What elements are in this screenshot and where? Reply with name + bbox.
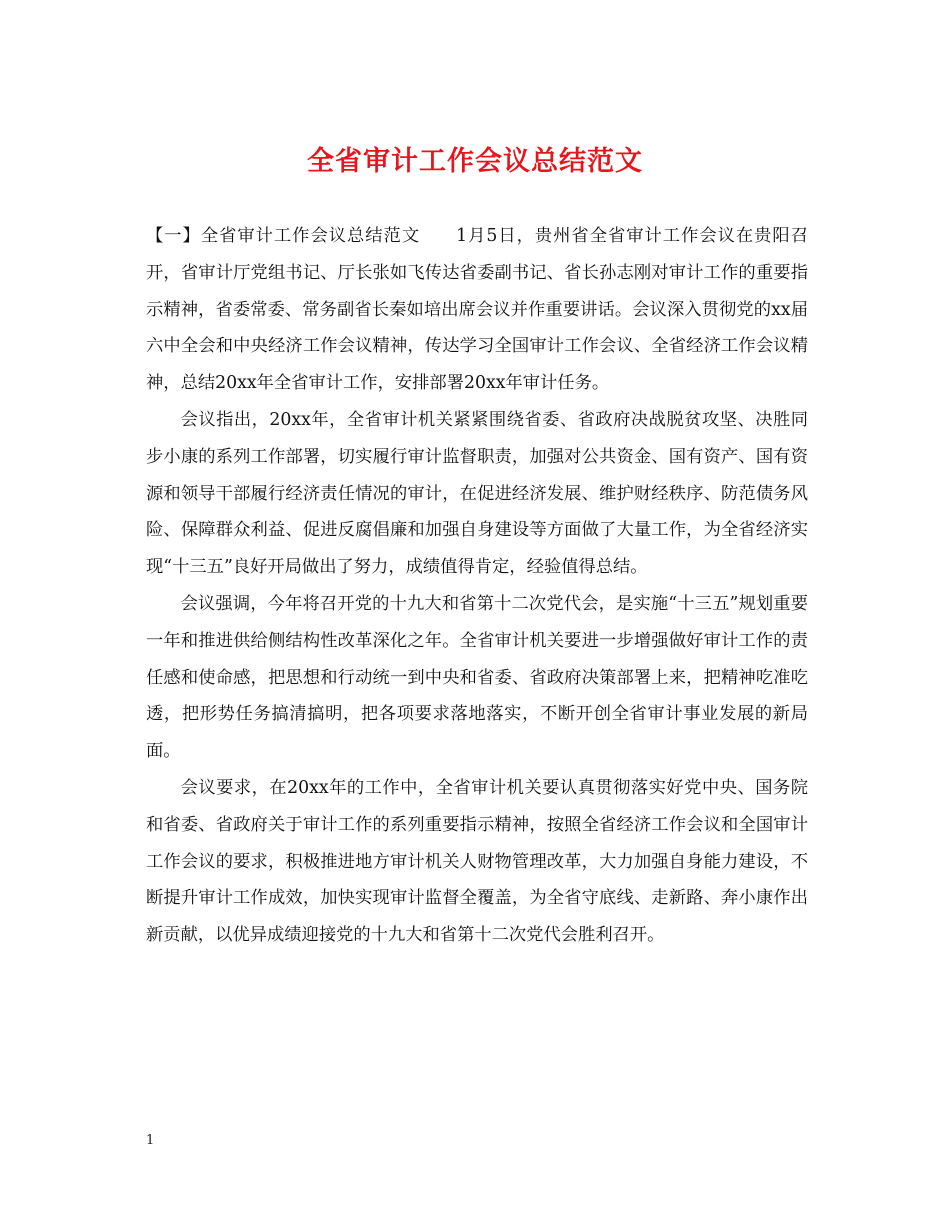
document-body: [146, 218, 808, 954]
document-title: 全省审计工作会议总结范文: [307, 146, 643, 177]
paragraph-1-text: 1月5日，贵州省全省审计工作会议在贵阳召开，省审计厅党组书记、厅长张如飞传达省委副书记、省长孙志刚对审计工作的重要指示精神，省委常委、常务副省长秦如培出席会议并作重要讲话。会议深入贯彻党的xx届六中全会和中央经济工作会议精神，传达学习全国审计工作会议、全省经济工作会议精神，总结20xx年全省审计工作，安排部署20xx年审计任务。: [146, 226, 808, 394]
paragraph-3: 会议强调，今年将召开党的十九大和省第十二次党代会，是实施“十三五”规划重要一年和推进供给侧结构性改革深化之年。全省审计机关要进一步增强做好审计工作的责任感和使命感，把思想和行动统一到中央和省委、省政府决策部署上来，把精神吃准吃透，把形势任务搞清搞明，把各项要求落地落实，不断开创全省审计事业发展的新局面。: [146, 593, 808, 762]
paragraph-4: 会议要求，在20xx年的工作中，全省审计机关要认真贯彻落实好党中央、国务院和省委、省政府关于审计工作的系列重要指示精神，按照全省经济工作会议和全国审计工作会议的要求，积极推进地方审计机关人财物管理改革，大力加强自身能力建设，不断提升审计工作成效，加快实现审计监督全覆盖，为全省守底线、走新路、奔小康作出新贡献，以优异成绩迎接党的十九大和省第十二次党代会胜利召开。: [146, 777, 808, 946]
section-heading: 【一】全省审计工作会议总结范文: [146, 226, 421, 246]
paragraph-2: 会议指出，20xx年，全省审计机关紧紧围绕省委、省政府决战脱贫攻坚、决胜同步小康的系列工作部署，切实履行审计监督职责，加强对公共资金、国有资产、国有资源和领导干部履行经济责任情况的审计，在促进经济发展、维护财经秩序、防范债务风险、保障群众利益、促进反腐倡廉和加强自身建设等方面做了大量工作，为全省经济实现“十三五”良好开局做出了努力，成绩值得肯定，经验值得总结。: [146, 409, 808, 578]
page-number: 1: [146, 1133, 155, 1148]
paragraph-1: [146, 218, 808, 402]
